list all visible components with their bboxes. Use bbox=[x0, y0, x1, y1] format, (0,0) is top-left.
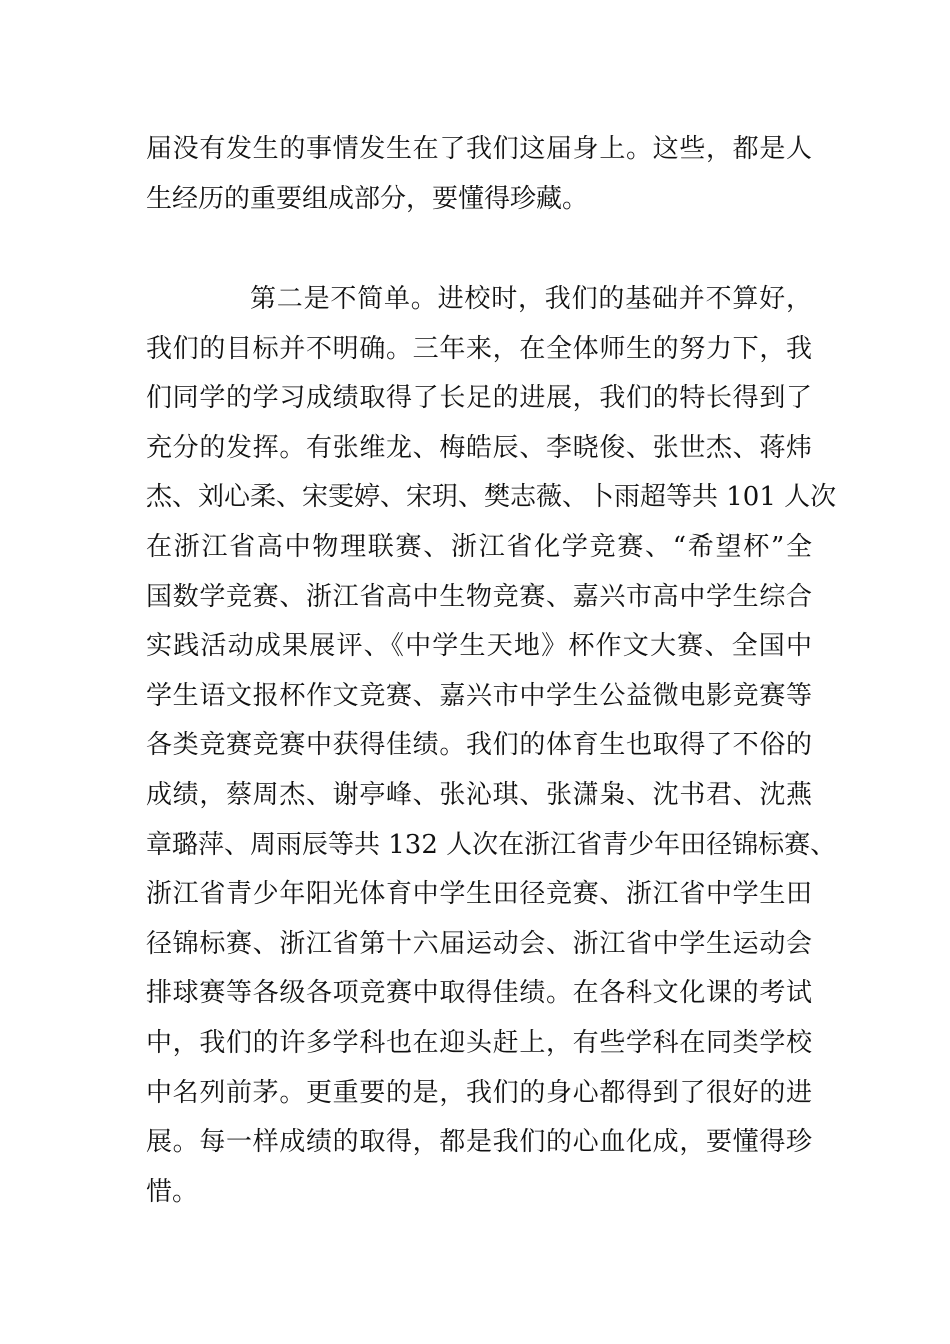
text-line: 第二是不简单。进校时，我们的基础并不算好， bbox=[250, 284, 812, 314]
text-line: 杰、刘心柔、宋雯婷、宋玥、樊志薇、卜雨超等共 101 人次 bbox=[146, 482, 837, 513]
text-line: 国数学竞赛、浙江省高中生物竞赛、嘉兴市高中学生综合 bbox=[146, 581, 812, 612]
text-line: 成绩，蔡周杰、谢亭峰、张沁琪、张潇枭、沈书君、沈燕 bbox=[146, 779, 812, 810]
text-line: 展。每一样成绩的取得，都是我们的心血化成，要懂得珍 bbox=[146, 1127, 812, 1158]
text-line: 届没有发生的事情发生在了我们这届身上。这些，都是人 bbox=[146, 134, 812, 164]
text-line: 中名列前茅。更重要的是，我们的身心都得到了很好的进 bbox=[146, 1077, 812, 1108]
text-line: 充分的发挥。有张维龙、梅皓辰、李晓俊、张世杰、蒋炜 bbox=[146, 432, 812, 463]
text-line: 径锦标赛、浙江省第十六届运动会、浙江省中学生运动会 bbox=[146, 928, 812, 959]
paragraph-continuation bbox=[146, 125, 812, 224]
text-line: 生经历的重要组成部分，要懂得珍藏。 bbox=[146, 183, 589, 214]
text-line: 排球赛等各级各项竞赛中取得佳绩。在各科文化课的考试 bbox=[146, 978, 812, 1009]
text-line: 章璐萍、周雨辰等共 132 人次在浙江省青少年田径锦标赛、 bbox=[146, 829, 837, 860]
text-line: 浙江省青少年阳光体育中学生田径竞赛、浙江省中学生田 bbox=[146, 879, 812, 910]
text-line: 们同学的学习成绩取得了长足的进展，我们的特长得到了 bbox=[146, 383, 812, 414]
text-line: 中，我们的许多学科也在迎头赶上，有些学科在同类学校 bbox=[146, 1027, 812, 1058]
text-line: 我们的目标并不明确。三年来，在全体师生的努力下，我 bbox=[146, 333, 812, 364]
paragraph-second-point bbox=[146, 275, 837, 1217]
text-line: 在浙江省高中物理联赛、浙江省化学竞赛、“希望杯”全 bbox=[146, 531, 812, 562]
text-line: 学生语文报杯作文竞赛、嘉兴市中学生公益微电影竞赛等 bbox=[146, 680, 812, 711]
text-line: 实践活动成果展评、《中学生天地》杯作文大赛、全国中 bbox=[146, 631, 812, 662]
text-line: 惜。 bbox=[146, 1176, 199, 1207]
text-line: 各类竞赛竞赛中获得佳绩。我们的体育生也取得了不俗的 bbox=[146, 730, 812, 761]
